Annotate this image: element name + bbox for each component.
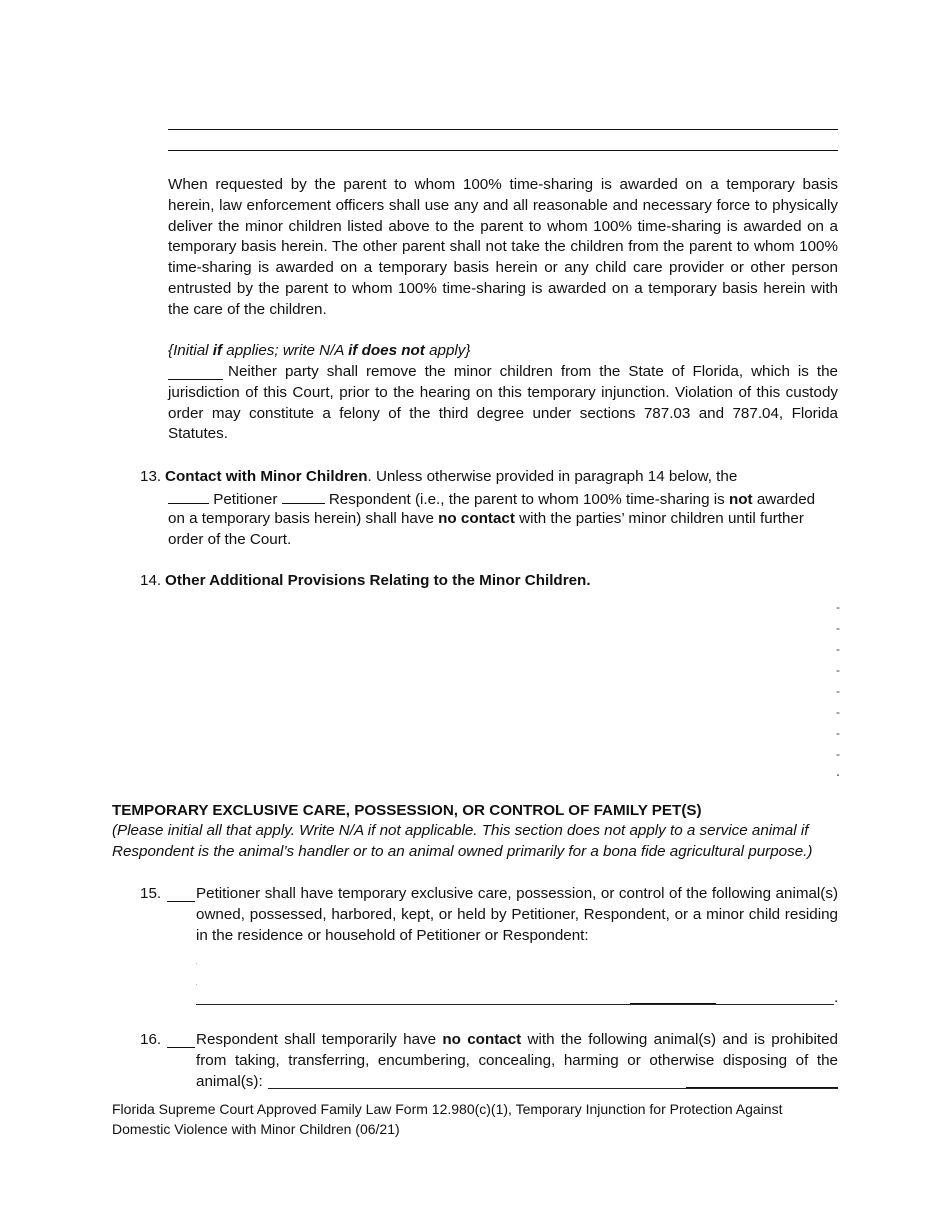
item-16-initial-blank[interactable] — [167, 1032, 195, 1048]
remove-children-text: Neither party shall remove the minor children from the State of Florida, which is the jurisdiction of this Court, prior to the hearing on this temporary injunction. Violation of this custody order may constitute a felony of the third degree under sections 787.03 and 787.04, Florida Statutes. — [168, 363, 838, 443]
remove-children-paragraph — [168, 362, 838, 445]
item-15-initial-blank[interactable] — [167, 886, 195, 902]
footer-line-1: Florida Supreme Court Approved Family Law Form 12.980(c)(1), Temporary Injunction for Protection Against — [112, 1101, 783, 1117]
pets-heading: TEMPORARY EXCLUSIVE CARE, POSSESSION, OR CONTROL OF FAMILY PET(S) — [112, 802, 702, 819]
item-16-no-contact: no contact — [442, 1031, 522, 1048]
dash-mark: - — [836, 663, 840, 677]
item-13-number: 13. — [140, 468, 162, 485]
dash-mark: - — [836, 747, 840, 761]
item-13-line3 — [168, 509, 848, 530]
item-13-line3b: with the parties’ minor children until further — [514, 510, 804, 527]
dash-mark: - — [836, 684, 840, 698]
item-16-animal-line-segment — [686, 1087, 838, 1088]
period-mark: . — [835, 763, 840, 780]
initial-instruction — [168, 341, 838, 362]
item-13-line1 — [165, 467, 845, 488]
item-13-awarded: awarded — [752, 491, 816, 508]
footer-line-2: Domestic Violence with Minor Children (06/21) — [112, 1120, 400, 1137]
respondent-blank[interactable] — [282, 488, 325, 504]
item-15-animal-line[interactable] — [196, 1004, 834, 1005]
item-15-period: . — [834, 989, 839, 1006]
item-13-respondent: Respondent (i.e., the parent to whom 100% time-sharing is — [324, 491, 729, 508]
blank-line-2[interactable] — [168, 150, 838, 151]
item-16-animal-line[interactable] — [268, 1088, 838, 1089]
item-13-line2 — [168, 488, 848, 511]
item-14-title: Other Additional Provisions Relating to the Minor Children. — [165, 572, 591, 589]
item-13-intro: . Unless otherwise provided in paragraph 14 below, the — [367, 468, 738, 485]
instruction-part3: apply} — [424, 342, 471, 359]
item-13-petitioner: Petitioner — [209, 491, 282, 508]
faint-mark — [196, 984, 197, 985]
delivery-paragraph: When requested by the parent to whom 100% time-sharing is awarded on a temporary basis herein, law enforcement officers shall use any and all reasonable and necessary force to physically deliver the minor children listed above to the parent to whom 100% time-sharing is awarded on a temporary basis herein. The other parent shall not take the children from the parent to whom 100% time-sharing is awarded on a temporary basis herein or any child care provider or other person entrusted by the parent to whom 100% time-sharing is awarded on a temporary basis herein with the care of the children. — [168, 176, 838, 318]
petitioner-blank[interactable] — [168, 488, 209, 504]
item-16-text-b: with the following animal(s) and is prohibited from taking, transferring, encumbering, concealing, harming or otherwise disposing of the animal(s): — [196, 1031, 838, 1090]
item-13-not: not — [728, 491, 753, 508]
initial-blank-remove[interactable] — [168, 364, 223, 380]
dash-mark: - — [836, 621, 840, 635]
item-16-number: 16. — [140, 1031, 162, 1048]
item-13-no-contact: no contact — [438, 510, 515, 527]
item-13-line3a: on a temporary basis herein) shall have — [168, 510, 439, 527]
instruction-if: if — [212, 342, 223, 359]
pets-instruction: (Please initial all that apply. Write N/A if not applicable. This section does not apply to a service animal if Respondent is the animal’s handler or to an animal owned primarily for a bona fide agricultural purpose.) — [112, 822, 813, 860]
item-14-number: 14. — [140, 572, 162, 589]
blank-line-1[interactable] — [168, 129, 838, 130]
dash-mark: - — [836, 705, 840, 719]
item-16-text-a: Respondent shall temporarily have — [196, 1031, 443, 1048]
instruction-part2: applies; write N/A — [222, 342, 349, 359]
dash-mark: - — [836, 600, 840, 614]
item-15-animal-line-segment — [630, 1003, 716, 1004]
instruction-part1: {Initial — [168, 342, 213, 359]
item-13-line4: order of the Court. — [168, 531, 292, 548]
item-15-text: Petitioner shall have temporary exclusive care, possession, or control of the following animal(s) owned, possessed, harbored, kept, or held by Petitioner, Respondent, or a minor child residing in the residence or household of Petitioner or Respondent: — [196, 885, 838, 944]
item-15-number: 15. — [140, 885, 162, 902]
item-16-text — [196, 1030, 838, 1092]
item-13-title: Contact with Minor Children — [165, 468, 368, 485]
dash-mark: - — [836, 642, 840, 656]
dash-mark: - — [836, 726, 840, 740]
faint-mark — [196, 963, 197, 964]
instruction-if-does-not: if does not — [348, 342, 425, 359]
footer — [112, 1100, 852, 1139]
